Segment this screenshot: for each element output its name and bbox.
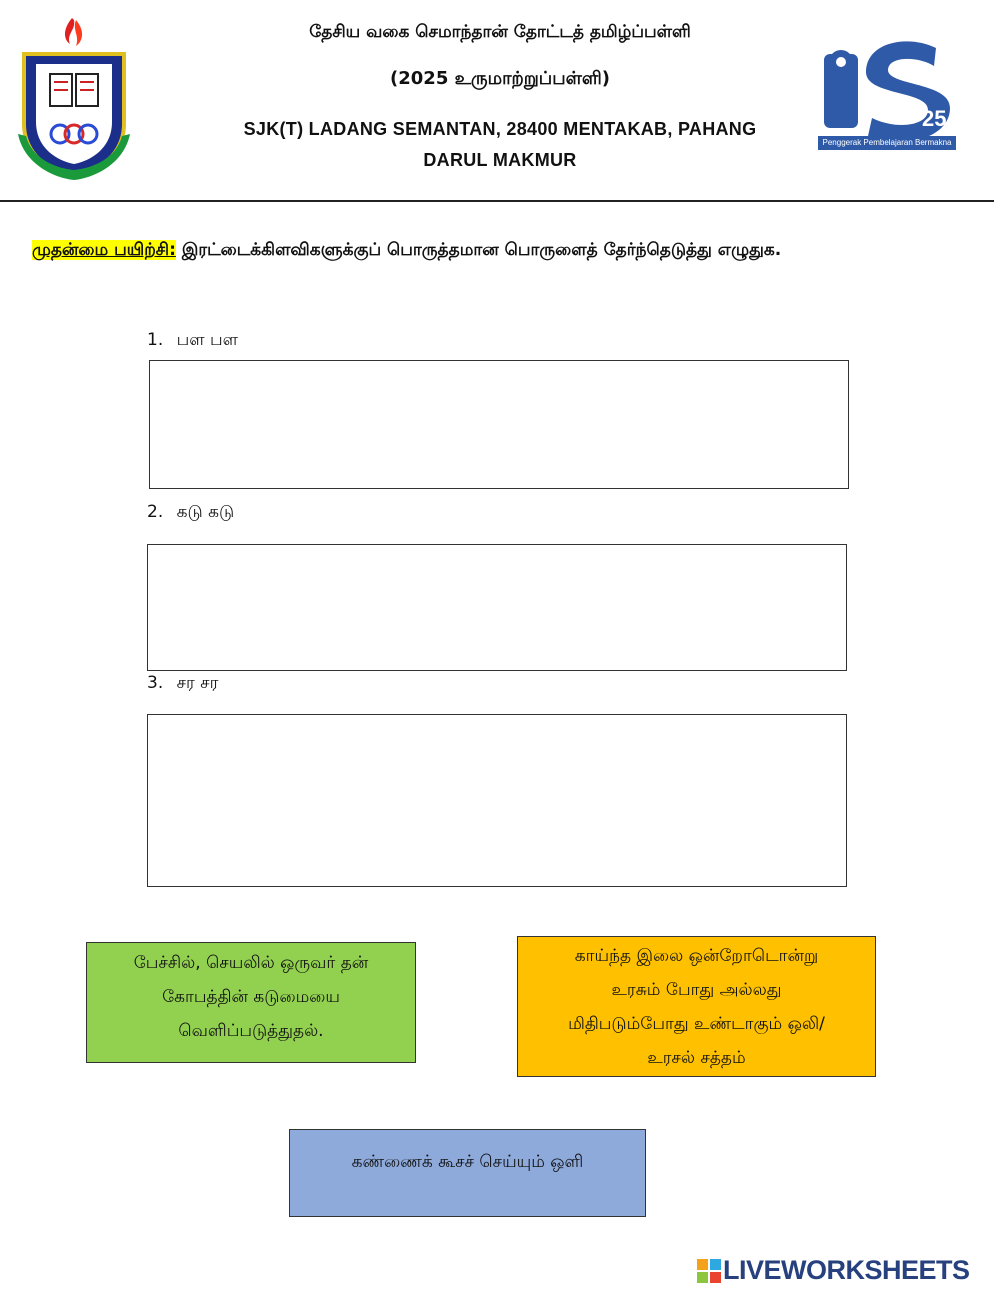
instruction-text: இரட்டைக்கிளவிகளுக்குப் பொருத்தமான பொருளைத் தேர்ந்தெடுத்து எழுதுக. [181,240,782,260]
instruction-label: முதன்மை பயிற்சி: [32,240,176,260]
question-word: சர சர [176,673,219,693]
question-number: 3. [147,673,164,693]
answer-box-3[interactable] [147,714,847,887]
school-address-line2: DARUL MAKMUR [423,150,577,170]
question-word: கடு கடு [176,502,235,522]
option-line: காய்ந்த இலை ஒன்றோடொன்று [574,946,819,966]
option-line: கோபத்தின் கடுமையை [162,987,340,1007]
option-line: கண்ணைக் கூசச் செய்யும் ஒளி [351,1152,584,1172]
question-2-label [147,502,234,524]
brand-name: LIVEWORKSHEETS [723,1255,970,1285]
brand-icon [697,1259,721,1283]
option-line: உரசும் போது அல்லது [611,980,782,1000]
question-number: 2. [147,502,164,522]
question-3-label [147,673,218,695]
option-line: மிதிபடும்போது உண்டாகும் ஒலி/ [568,1014,825,1034]
option-line: உரசல் சத்தம் [647,1048,746,1068]
question-number: 1. [147,330,164,350]
liveworksheets-brand [697,1257,997,1287]
option-line: பேச்சில், செயலில் ஒருவர் தன் [133,953,369,973]
transformation-school-logo [818,34,958,154]
option-line: வெளிப்படுத்துதல். [178,1021,324,1041]
school-name-tamil: தேசிய வகை செமாந்தான் தோட்டத் தமிழ்ப்பள்ளி [309,22,691,42]
instruction [32,240,977,262]
option-card-glare[interactable] [289,1129,646,1217]
header-divider [0,200,994,202]
question-word: பள பள [176,330,239,350]
answer-box-1[interactable] [149,360,849,489]
answer-box-2[interactable] [147,544,847,671]
option-card-anger[interactable] [86,942,416,1063]
logo-number: 25 [922,106,947,131]
question-1-label [147,330,238,352]
school-subtitle-tamil: (2025 உருமாற்றுப்பள்ளி) [390,68,610,89]
school-address-line1: SJK(T) LADANG SEMANTAN, 28400 MENTAKAB, PAHANG [243,119,757,139]
school-crest-logo [14,14,134,182]
option-card-rustle[interactable] [517,936,876,1077]
logo-caption: Penggerak Pembelajaran Bermakna [818,136,956,150]
